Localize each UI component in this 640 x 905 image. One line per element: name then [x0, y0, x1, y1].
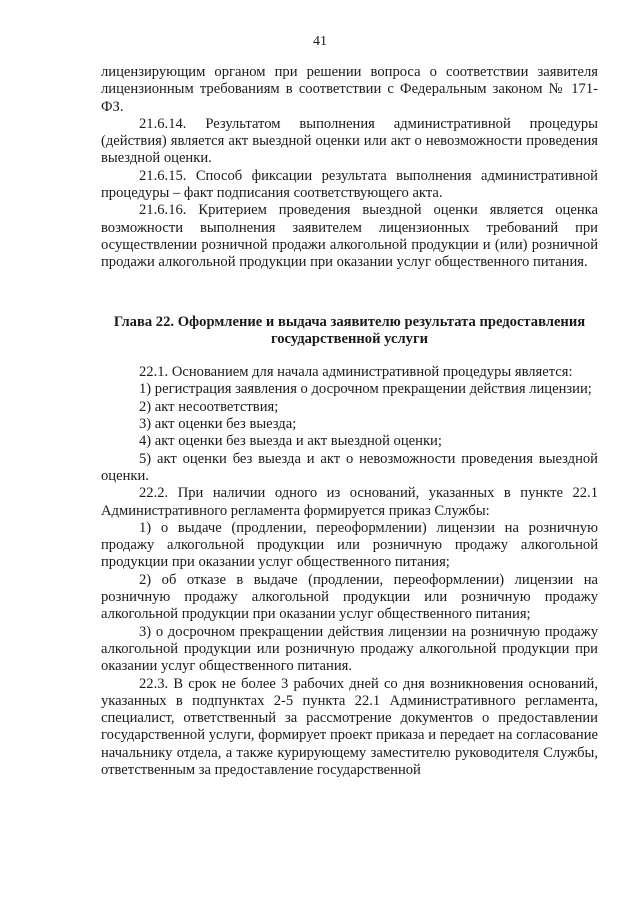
paragraph: 22.1. Основанием для начала административной процедуры является:	[139, 364, 573, 381]
paragraph: 2) акт несоответствия;	[139, 398, 279, 415]
paragraph: 2) об отказе в выдаче (продлении, переоформлении) лицензии на розничную продажу алкогольной продукции или розничную продажу алкогольной продукции при оказании услуг общественного питания;	[101, 571, 598, 623]
page-number: 41	[313, 34, 327, 49]
paragraph: 21.6.15. Способ фиксации результата выполнения административной процедуры – факт подписания соответствующего акта.	[101, 167, 598, 202]
paragraph: 3) о досрочном прекращении действия лицензии на розничную продажу алкогольной продукции или розничную продажу алкогольной продукции при оказании услуг общественного питания.	[101, 623, 598, 675]
paragraph: 1) о выдаче (продлении, переоформлении) лицензии на розничную продажу алкогольной продукции или розничную продажу алкогольной продукции при оказании услуг общественного питания;	[101, 519, 598, 571]
paragraph: 1) регистрация заявления о досрочном прекращении действия лицензии;	[139, 381, 592, 398]
paragraph: 22.2. При наличии одного из оснований, указанных в пункте 22.1 Административного регламента формируется приказ Службы:	[101, 485, 598, 519]
chapter-section	[101, 364, 598, 779]
paragraph: 3) акт оценки без выезда;	[139, 416, 297, 433]
paragraph: лицензирующим органом при решении вопроса о соответствии заявителя лицензионным требованиям в соответствии с Федеральным законом № 171-ФЗ.	[101, 64, 598, 115]
document-body	[101, 64, 598, 779]
paragraph: 21.6.14. Результатом выполнения административной процедуры (действия) является акт выездной оценки или акт о невозможности проведения выездной оценки.	[101, 115, 598, 167]
paragraph: 4) акт оценки без выезда и акт выездной оценки;	[139, 433, 442, 450]
paragraph: 5) акт оценки без выезда и акт о невозможности проведения выездной оценки.	[101, 450, 598, 484]
paragraph: 22.3. В срок не более 3 рабочих дней со дня возникновения оснований, указанных в подпунктах 2-5 пункта 22.1 Административного регламента, специалист, ответственный за рассмотрение документов о предоставлении государственной услуги, формирует проект приказа и передает на согласование начальнику отдела, а также курирующему заместителю руководителя Службы, ответственным за предоставление государственной	[101, 675, 598, 778]
top-section	[101, 64, 598, 272]
chapter-heading: Глава 22. Оформление и выдача заявителю результата предоставления государственной услуги	[113, 313, 586, 347]
paragraph: 21.6.16. Критерием проведения выездной оценки является оценка возможности выполнения заявителем лицензионных требований при осуществлении розничной продажи алкогольной продукции и (или) розничной продажи алкогольной продукции при оказании услуг общественного питания.	[101, 202, 598, 271]
